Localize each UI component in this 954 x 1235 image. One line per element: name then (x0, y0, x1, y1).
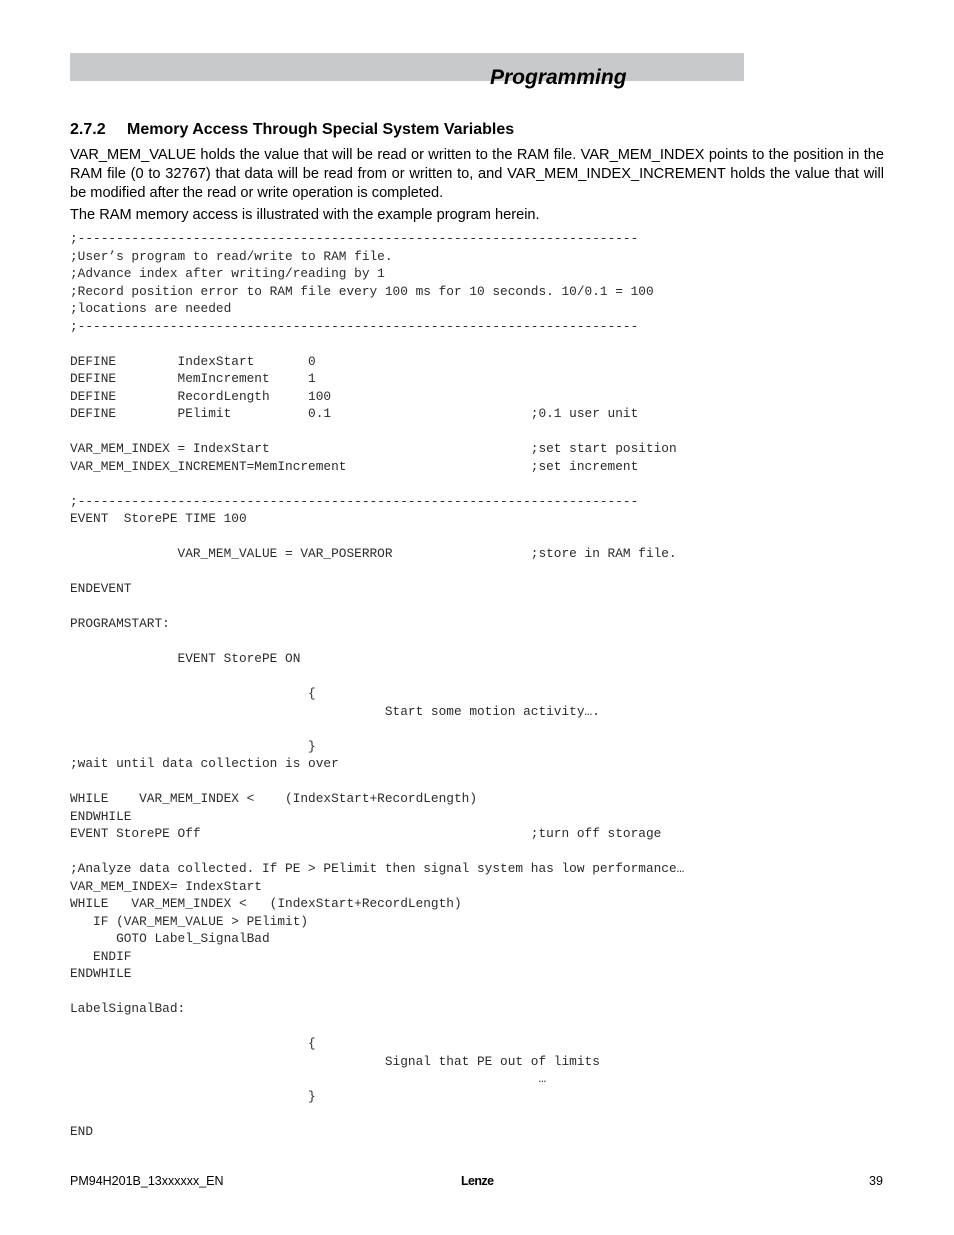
code-line: } (70, 738, 316, 754)
code-line: ENDEVENT (70, 581, 132, 596)
code-line: ;Record position error to RAM file every 100 ms for 10 seconds. 10/0.1 = 100 (70, 283, 654, 299)
code-line (70, 720, 684, 738)
code-line: LabelSignalBad: (70, 1001, 186, 1016)
code-line: VAR_MEM_INDEX = IndexStart ;set start position (70, 441, 677, 456)
code-line: IF (VAR_MEM_VALUE > PElimit) (70, 913, 309, 929)
code-line: EVENT StorePE TIME 100 (70, 511, 247, 526)
code-line (70, 633, 684, 651)
code-line: DEFINE RecordLength 100 (70, 388, 332, 404)
code-line (70, 843, 684, 861)
code-line: ENDIF (70, 948, 132, 964)
header-bar (70, 53, 744, 81)
code-line (70, 983, 684, 1001)
code-line (70, 1105, 684, 1123)
code-line: Signal that PE out of limits (70, 1053, 600, 1069)
code-line: ;------------------------------------------------------------------------- (70, 231, 639, 246)
code-line: VAR_MEM_INDEX= IndexStart (70, 878, 262, 894)
section-number: 2.7.2 (70, 121, 106, 138)
code-line: ;User’s program to read/write to RAM file. (70, 248, 393, 264)
code-line (70, 1018, 684, 1036)
code-line: … (70, 1071, 547, 1086)
code-line: } (70, 1088, 316, 1104)
section-title: Memory Access Through Special System Variables (127, 121, 515, 138)
code-line: PROGRAMSTART: (70, 616, 170, 631)
code-line: GOTO Label_SignalBad (70, 931, 270, 946)
code-line (70, 773, 684, 791)
code-line: DEFINE IndexStart 0 (70, 353, 316, 369)
code-line (70, 563, 684, 581)
footer-doc-id: PM94H201B_13xxxxxx_EN (70, 1174, 224, 1188)
code-line: VAR_MEM_INDEX_INCREMENT=MemIncrement ;set increment (70, 458, 639, 474)
footer-brand-logo: Lenze (461, 1174, 494, 1188)
code-line: ;Analyze data collected. If PE > PElimit then signal system has low performance… (70, 861, 685, 876)
code-line: ;wait until data collection is over (70, 756, 339, 771)
code-line (70, 475, 684, 493)
code-line: WHILE VAR_MEM_INDEX < (IndexStart+RecordLength) (70, 791, 478, 806)
code-line: ENDWHILE (70, 808, 132, 824)
code-line: DEFINE MemIncrement 1 (70, 371, 316, 386)
code-line (70, 335, 684, 353)
section-heading (70, 120, 514, 140)
example-intro-paragraph: The RAM memory access is illustrated with the example program herein. (70, 207, 540, 223)
code-line: ;------------------------------------------------------------------------- (70, 318, 639, 334)
code-line: ;Advance index after writing/reading by 1 (70, 266, 385, 281)
code-line: ;locations are needed (70, 301, 232, 316)
code-line: ;------------------------------------------------------------------------- (70, 493, 639, 509)
code-line: EVENT StorePE Off ;turn off storage (70, 826, 662, 841)
code-line: EVENT StorePE ON (70, 651, 301, 666)
code-line (70, 528, 684, 546)
code-listing (70, 230, 684, 1140)
code-line: { (70, 686, 316, 701)
code-line: ENDWHILE (70, 966, 132, 981)
page-header-title: Programming (490, 66, 627, 89)
code-line: END (70, 1123, 94, 1139)
code-line: DEFINE PElimit 0.1 ;0.1 user unit (70, 406, 639, 421)
intro-paragraph: VAR_MEM_VALUE holds the value that will be read or written to the RAM file. VAR_MEM_INDEX points to the position in the RAM file (0 to 32767) that data will be read from or written to, and VAR_MEM_INDEX_INCREMENT holds the value that will be modified after the read or write operation is completed. (70, 147, 884, 201)
code-line (70, 423, 684, 441)
code-line: Start some motion activity…. (70, 703, 600, 719)
code-line: { (70, 1036, 316, 1051)
code-line (70, 598, 684, 616)
footer-page-number: 39 (869, 1174, 883, 1188)
code-line: WHILE VAR_MEM_INDEX < (IndexStart+RecordLength) (70, 896, 462, 911)
code-line: VAR_MEM_VALUE = VAR_POSERROR ;store in RAM file. (70, 546, 677, 561)
code-line (70, 668, 684, 686)
